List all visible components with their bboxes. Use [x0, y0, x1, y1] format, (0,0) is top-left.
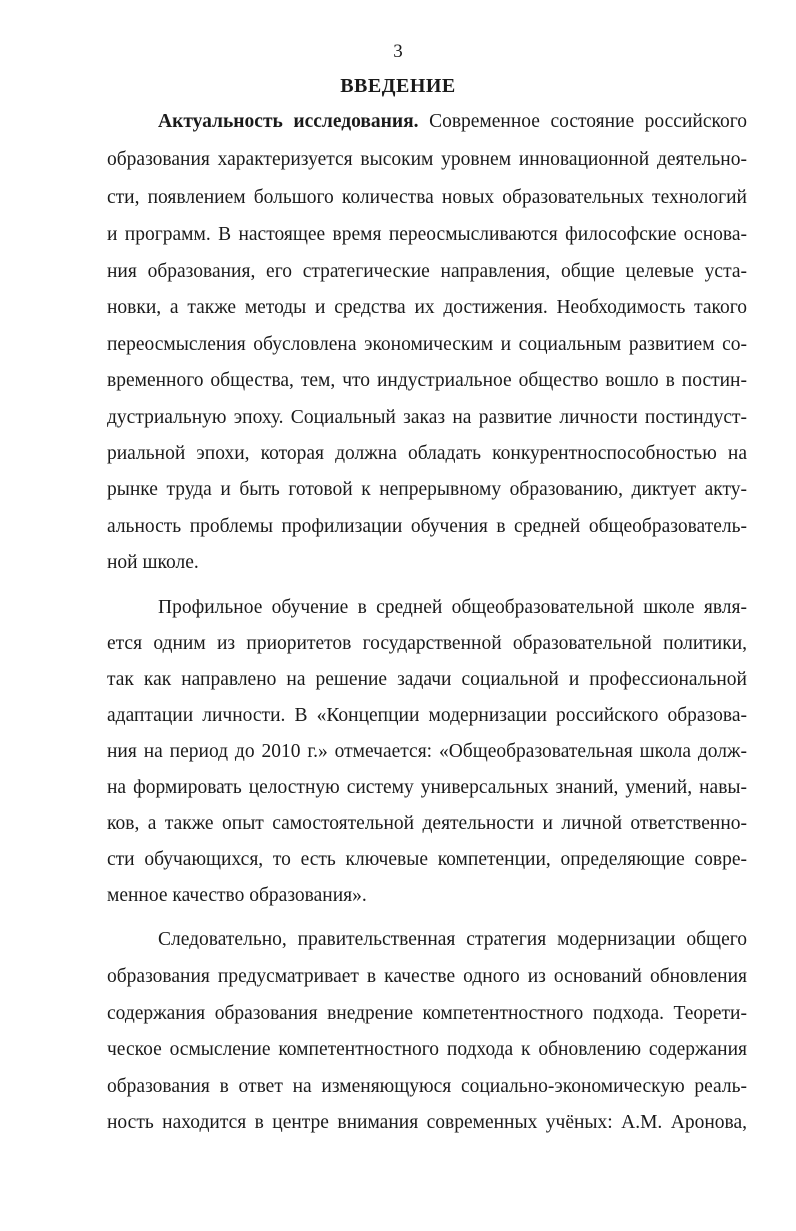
- paragraph-3-first-line: Следовательно, правительственная стратегия модернизации общего: [158, 929, 747, 950]
- paragraph-3-line: содержания образования внедрение компетентностного подхода. Теорети-: [107, 1003, 747, 1024]
- paragraph-1-line: альность проблемы профилизации обучения в средней общеобразователь-: [107, 516, 747, 537]
- paragraph-1-line: временного общества, тем, что индустриальное общество вошло в постин-: [107, 370, 747, 391]
- paragraph-1-line: образования характеризуется высоким уровнем инновационной деятельно-: [107, 149, 747, 170]
- paragraph-1-line: сти, появлением большого количества новых образовательных технологий: [107, 187, 747, 208]
- paragraph-3-line: ность находится в центре внимания современных учёных: А.М. Аронова,: [107, 1112, 747, 1133]
- paragraph-2-last-line: менное качество образования».: [107, 885, 367, 906]
- paragraph-1-line: новки, а также методы и средства их достижения. Необходимость такого: [107, 297, 747, 318]
- paragraph-2-line: адаптации личности. В «Концепции модернизации российского образова-: [107, 705, 747, 726]
- paragraph-1-line: риальной эпохи, которая должна обладать конкурентноспособностью на: [107, 443, 747, 464]
- paragraph-3-line: образования в ответ на изменяющуюся социально-экономическую реаль-: [107, 1076, 747, 1097]
- page-number: 3: [393, 41, 403, 62]
- paragraph-3-line: образования предусматривает в качестве одного из оснований обновления: [107, 966, 747, 987]
- paragraph-1-line: дустриальную эпоху. Социальный заказ на развитие личности постиндуст-: [107, 407, 747, 428]
- paragraph-3-line: ческое осмысление компетентностного подхода к обновлению содержания: [107, 1039, 747, 1060]
- paragraph-2-line: так как направлено на решение задачи социальной и профессиональной: [107, 669, 747, 690]
- paragraph-1-line: рынке труда и быть готовой к непрерывному образованию, диктует акту-: [107, 479, 747, 500]
- paragraph-1-first-line: [158, 106, 747, 138]
- paragraph-1-last-line: ной школе.: [107, 552, 199, 573]
- paragraph-2-line: ния на период до 2010 г.» отмечается: «Общеобразовательная школа долж-: [107, 741, 747, 762]
- paragraph-2-line: на формировать целостную систему универсальных знаний, умений, навы-: [107, 777, 747, 798]
- paragraph-1-line: переосмысления обусловлена экономическим и социальным развитием со-: [107, 334, 747, 355]
- paragraph-1-line: ния образования, его стратегические направления, общие целевые уста-: [107, 261, 747, 282]
- paragraph-2-first-line: Профильное обучение в средней общеобразовательной школе явля-: [158, 597, 747, 618]
- paragraph-2-line: сти обучающихся, то есть ключевые компетенции, определяющие совре-: [107, 849, 747, 870]
- paragraph-2-line: ется одним из приоритетов государственной образовательной политики,: [107, 633, 747, 654]
- paragraph-1-first-text: Современное состояние российского: [418, 111, 747, 132]
- paragraph-2-line: ков, а также опыт самостоятельной деятельности и личной ответственно-: [107, 813, 747, 834]
- paragraph-1-line: и программ. В настоящее время переосмысливаются философские основа-: [107, 224, 747, 245]
- section-heading: ВВЕДЕНИЕ: [340, 75, 456, 97]
- paragraph-1-lead: Актуальность исследования.: [158, 111, 419, 132]
